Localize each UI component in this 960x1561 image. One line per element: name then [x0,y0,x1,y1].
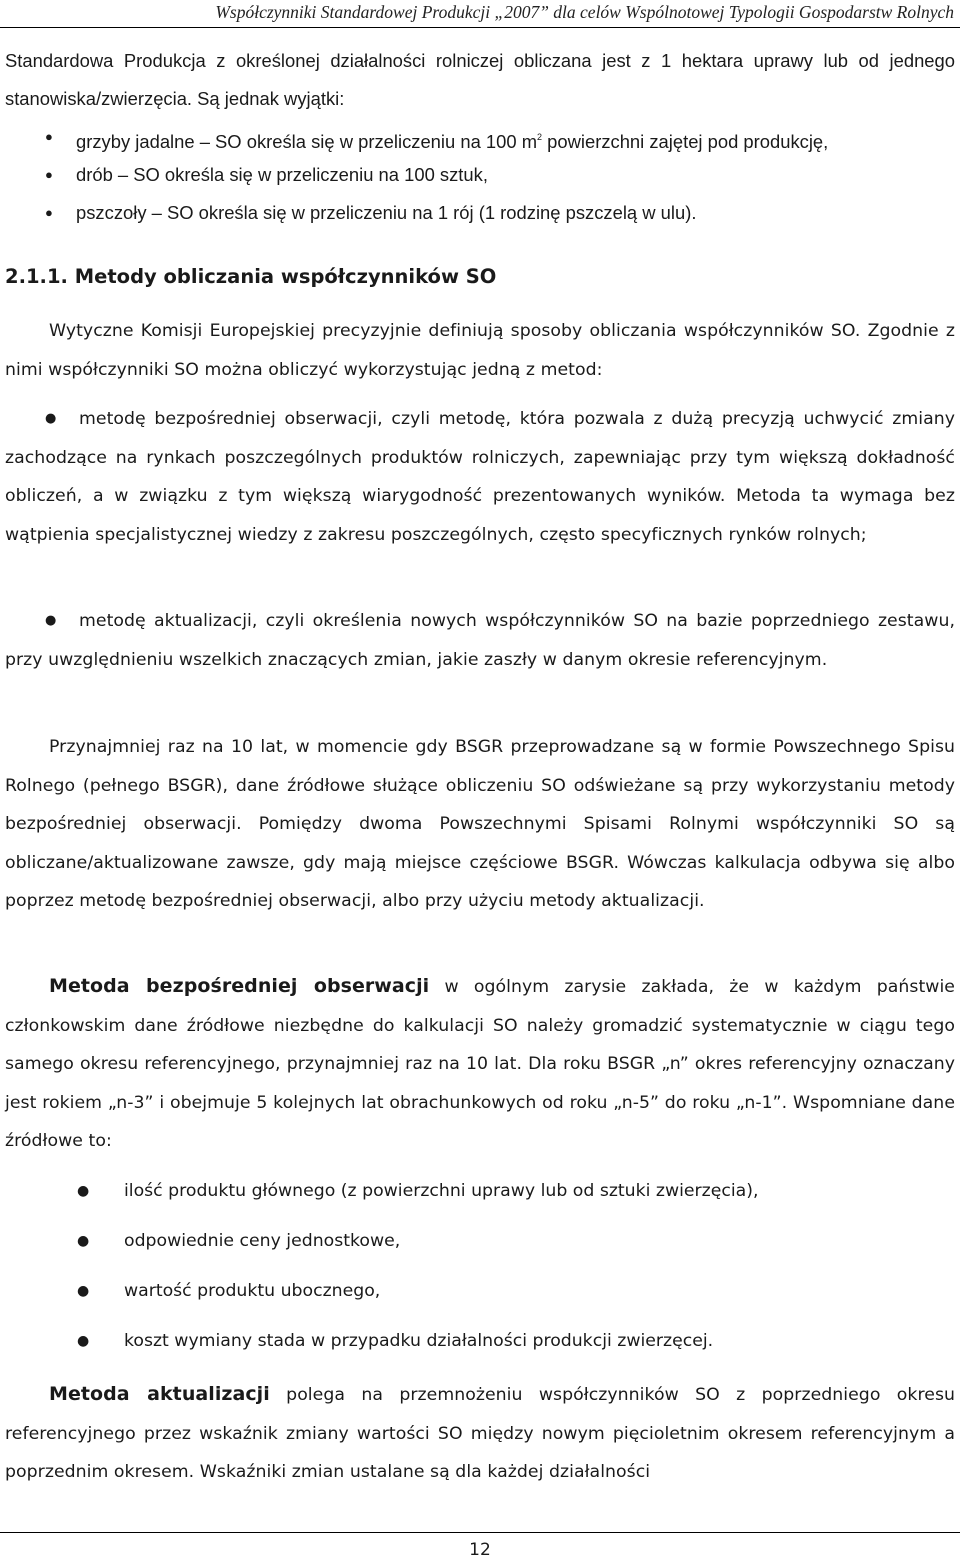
exceptions-list [5,118,955,232]
bsgr-paragraph: Przynajmniej raz na 10 lat, w momencie gdy BSGR przeprowadzane są w formie Powszechnego Spisu Rolnego (pełnego BSGR), dane źródłowe służące obliczeniu SO odświeżane są przy wykorzystaniu metody bezpośredniej obserwacji. Pomiędzy dwoma Powszechnymi Spisami Rolnymi współczynniki SO są obliczane/aktualizowane zawsze, gdy mają miejsce częściowe BSGR. Wówczas kalkulacja odbywa się albo poprzez metodę bezpośredniej obserwacji, albo przy użyciu metody aktualizacji. [5,737,955,911]
update-method-paragraph [5,1375,955,1492]
list-item [5,602,955,679]
bullet-icon: ● [45,411,57,426]
list-item [5,1166,955,1216]
superscript: 2 [537,132,543,142]
header-title: Współczynniki Standardowej Produkcji „2007” dla celów Wspólnotowej Typologii Gospodarstw Rolnych [215,2,954,22]
source-item-text: koszt wymiany stada w przypadku działalności produkcji zwierzęcej. [124,1331,714,1351]
direct-method-text: w ogólnym zarysie zakłada, że w każdym państwie członkowskim dane źródłowe niezbędne do kalkulacji SO należy gromadzić systematycznie w ciągu tego samego okresu referencyjnego, przynajmniej raz na 10 lat. Dla roku BSGR „n” okres referencyjny oznaczany jest rokiem „n-3” i obejmuje 5 kolejnych lat obrachunkowych od roku „n-5” do roku „n-1”. Wspomniane dane źródłowe to: [5,977,955,1151]
list-item [5,194,955,232]
bullet-icon: ● [77,1183,90,1199]
source-data-list [5,1166,955,1366]
direct-method-paragraph [5,967,955,1161]
source-item-text: wartość produktu ubocznego, [124,1281,381,1301]
header-divider [0,27,960,28]
bullet-icon: ● [77,1333,90,1349]
page-number: 12 [469,1540,491,1560]
exception-text: pszczoły – SO określa się w przeliczeniu na 1 rój (1 rodzinę pszczelą w ulu). [76,202,697,223]
bullet-icon: ● [45,129,53,144]
bullet-icon: ● [77,1233,90,1249]
method-text: metodę aktualizacji, czyli określenia nowych współczynników SO na bazie poprzedniego zestawu, przy uwzględnieniu wszelkich znaczących zmian, jakie zaszły w danym okresie referencyjnym. [5,611,955,670]
section-intro-paragraph: Wytyczne Komisji Europejskiej precyzyjnie definiują sposoby obliczania współczynników SO. Zgodnie z nimi współczynniki SO można obliczyć wykorzystując jedną z metod: [5,321,955,380]
list-item [5,156,955,194]
source-item-text: ilość produktu głównego (z powierzchni uprawy lub od sztuki zwierzęcia), [124,1181,759,1201]
bullet-icon: ● [45,167,53,182]
list-item [5,118,955,156]
running-header [0,0,960,30]
direct-method-term: Metoda bezpośredniej obserwacji [49,975,430,997]
exception-text: grzyby jadalne – SO określa się w przeliczeniu na 100 m [76,131,538,152]
update-method-text: polega na przemnożeniu współczynników SO z poprzedniego okresu referencyjnego przez wskaźnik zmiany wartości SO między nowym pięcioletnim okresem referencyjnym a poprzednim okresem. Wskaźniki zmian ustalane są dla każdej działalności [5,1385,955,1482]
method-text: metodę bezpośredniej obserwacji, czyli metodę, która pozwala z dużą precyzją uchwycić zmiany zachodzące na rynkach poszczególnych produktów rolniczych, zapewniając przy tym większą dokładność obliczeń, a w związku z tym większą wiarygodność prezentowanych wyników. Metoda ta wymaga bez wątpienia specjalistycznej wiedzy z zakresu poszczególnych, często specyficznych rynków rolnych; [5,409,955,545]
list-item [5,400,955,554]
methods-list [5,400,955,554]
section-heading: 2.1.1. Metody obliczania współczynników SO [5,265,497,288]
list-item [5,1216,955,1266]
footer-divider [0,1532,960,1533]
bullet-icon: ● [77,1283,90,1299]
source-item-text: odpowiednie ceny jednostkowe, [124,1231,401,1251]
list-item [5,1266,955,1316]
bullet-icon: ● [45,205,53,220]
exception-text: drób – SO określa się w przeliczeniu na 100 sztuk, [76,164,488,185]
methods-list-2 [5,602,955,679]
update-method-term: Metoda aktualizacji [49,1383,270,1405]
list-item [5,1316,955,1366]
bullet-icon: ● [45,613,57,628]
intro-paragraph: Standardowa Produkcja z określonej działalności rolniczej obliczana jest z 1 hektara uprawy lub od jednego stanowiska/zwierzęcia. Są jednak wyjątki: [5,50,955,109]
exception-text-tail: powierzchni zajętej pod produkcję, [542,131,829,152]
